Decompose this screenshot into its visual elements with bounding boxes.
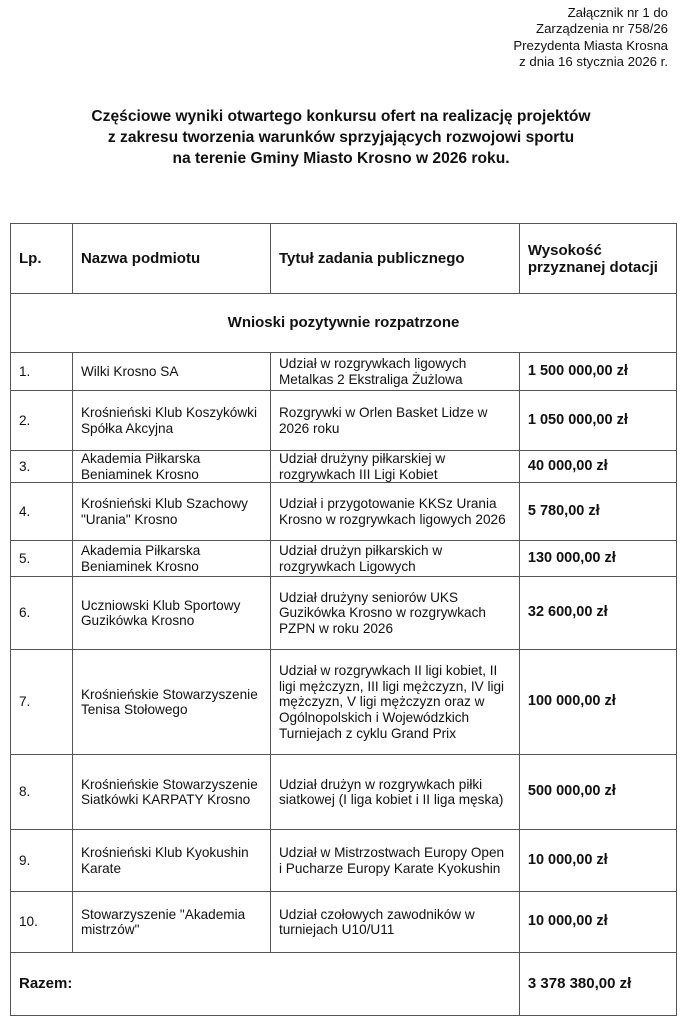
header-amount: Wysokość przyznanej dotacji xyxy=(519,224,676,294)
row-name: Uczniowski Klub Sportowy Guzikówka Krosno xyxy=(72,577,270,650)
section-row xyxy=(11,294,677,353)
document-title xyxy=(0,106,682,169)
results-table xyxy=(10,223,677,1016)
row-name: Akademia Piłkarska Beniaminek Krosno xyxy=(72,451,270,483)
row-task: Udział w rozgrywkach II ligi kobiet, II ligi mężczyzn, III ligi mężczyzn, IV ligi mężczyzn, V ligi mężczyzn oraz w Ogólnopolskich i Wojewódzkich Turniejach z cyklu Grand Prix xyxy=(270,650,519,755)
row-name: Krośnieński Klub Szachowy "Urania" Krosno xyxy=(72,483,270,541)
table-row xyxy=(11,830,677,892)
total-row xyxy=(11,953,677,1016)
row-name: Stowarzyszenie "Akademia mistrzów" xyxy=(72,892,270,953)
row-lp: 8. xyxy=(11,755,73,830)
row-amount: 500 000,00 zł xyxy=(519,755,676,830)
table-row xyxy=(11,353,677,391)
header-name: Nazwa podmiotu xyxy=(72,224,270,294)
row-name: Wilki Krosno SA xyxy=(72,353,270,391)
title-line: na terenie Gminy Miasto Krosno w 2026 roku. xyxy=(172,150,510,167)
table-row xyxy=(11,451,677,483)
row-amount: 1 500 000,00 zł xyxy=(519,353,676,391)
row-amount: 1 050 000,00 zł xyxy=(519,391,676,451)
row-amount: 10 000,00 zł xyxy=(519,830,676,892)
row-lp: 1. xyxy=(11,353,73,391)
annex-reference xyxy=(513,5,668,71)
row-amount: 5 780,00 zł xyxy=(519,483,676,541)
row-name: Krośnieńskie Stowarzyszenie Tenisa Stołowego xyxy=(72,650,270,755)
row-lp: 10. xyxy=(11,892,73,953)
table-row xyxy=(11,541,677,577)
row-task: Udział drużyn w rozgrywkach piłki siatkowej (I liga kobiet i II liga męska) xyxy=(270,755,519,830)
annex-line: Załącznik nr 1 do xyxy=(567,5,668,20)
row-task: Udział drużyny piłkarskiej w rozgrywkach III Ligi Kobiet xyxy=(270,451,519,483)
row-task: Udział w rozgrywkach ligowych Metalkas 2 Ekstraliga Żużlowa xyxy=(270,353,519,391)
table-row xyxy=(11,892,677,953)
row-name: Krośnieński Klub Kyokushin Karate xyxy=(72,830,270,892)
title-line: z zakresu tworzenia warunków sprzyjających rozwojowi sportu xyxy=(107,129,575,146)
row-name: Akademia Piłkarska Beniaminek Krosno xyxy=(72,541,270,577)
title-line: Częściowe wyniki otwartego konkursu ofert na realizację projektów xyxy=(91,108,591,125)
header-task: Tytuł zadania publicznego xyxy=(270,224,519,294)
row-lp: 5. xyxy=(11,541,73,577)
row-amount: 100 000,00 zł xyxy=(519,650,676,755)
row-lp: 7. xyxy=(11,650,73,755)
total-amount: 3 378 380,00 zł xyxy=(519,953,676,1016)
table-row xyxy=(11,577,677,650)
row-lp: 6. xyxy=(11,577,73,650)
row-lp: 4. xyxy=(11,483,73,541)
row-name: Krośnieński Klub Koszykówki Spółka Akcyjna xyxy=(72,391,270,451)
row-lp: 2. xyxy=(11,391,73,451)
row-lp: 3. xyxy=(11,451,73,483)
row-task: Rozgrywki w Orlen Basket Lidze w 2026 roku xyxy=(270,391,519,451)
row-task: Udział czołowych zawodników w turniejach U10/U11 xyxy=(270,892,519,953)
annex-line: z dnia 16 stycznia 2026 r. xyxy=(519,54,668,70)
table-row xyxy=(11,650,677,755)
row-task: Udział drużyny seniorów UKS Guzikówka Krosno w rozgrywkach PZPN w roku 2026 xyxy=(270,577,519,650)
annex-line: Zarządzenia nr 758/26 xyxy=(536,21,668,37)
row-amount: 32 600,00 zł xyxy=(519,577,676,650)
row-amount: 10 000,00 zł xyxy=(519,892,676,953)
table-row xyxy=(11,483,677,541)
annex-line: Prezydenta Miasta Krosna xyxy=(513,37,668,53)
row-task: Udział w Mistrzostwach Europy Open i Pucharze Europy Karate Kyokushin xyxy=(270,830,519,892)
section-label: Wnioski pozytywnie rozpatrzone xyxy=(11,294,677,353)
row-task: Udział drużyn piłkarskich w rozgrywkach Ligowych xyxy=(270,541,519,577)
row-lp: 9. xyxy=(11,830,73,892)
header-lp: Lp. xyxy=(11,224,73,294)
row-amount: 40 000,00 zł xyxy=(519,451,676,483)
row-task: Udział i przygotowanie KKSz Urania Krosno w rozgrywkach ligowych 2026 xyxy=(270,483,519,541)
total-label: Razem: xyxy=(11,953,520,1016)
table-row xyxy=(11,755,677,830)
row-name: Krośnieńskie Stowarzyszenie Siatkówki KARPATY Krosno xyxy=(72,755,270,830)
table-header-row xyxy=(11,224,677,294)
table-row xyxy=(11,391,677,451)
row-amount: 130 000,00 zł xyxy=(519,541,676,577)
